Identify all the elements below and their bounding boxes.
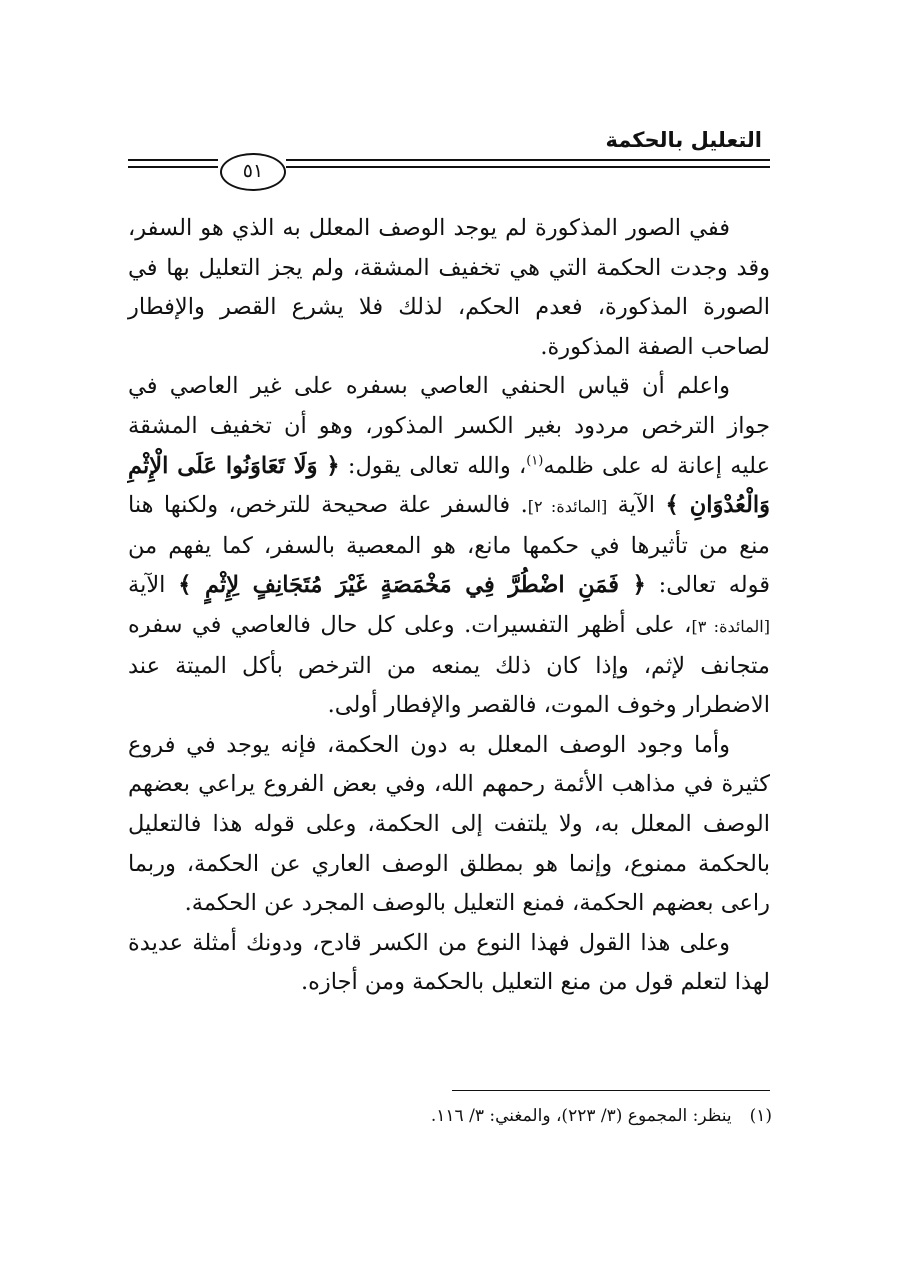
paragraph-4: وعلى هذا القول فهذا النوع من الكسر قادح، ودونك أمثلة عديدة لهذا لتعلم قول من منع التعليل بالحكمة ومن أجازه. [128, 929, 770, 996]
footnote-number: (١) [749, 1106, 772, 1126]
paragraph-2-text-c: الآية [607, 492, 666, 519]
paragraph-2 [128, 367, 770, 725]
paragraph-3: وأما وجود الوصف المعلل به دون الحكمة، فإنه يوجد في فروع كثيرة في مذاهب الأئمة رحمهم الله، وفي بعض الفروع يراعي بعضهم الوصف المعلل به، ولا يلتفت إلى الحكمة، وعلى قوله هذا فالتعليل بالحكمة ممنوع، وإنما هو بمطلق الوصف العاري عن الحكمة، وربما راعى بعضهم الحكمة، فمنع التعليل بالوصف المجرد عن الحكمة. [128, 731, 770, 917]
header-rule-left-upper [128, 159, 218, 161]
footnote [130, 1106, 772, 1126]
verse-reference-1: [المائدة: ٢] [527, 497, 608, 517]
paragraph-2-text-b: ، والله تعالى يقول: [339, 452, 527, 479]
footnote-text: ينظر: المجموع (٣/ ٢٢٣)، والمغني: ٣/ ١١٦. [430, 1106, 732, 1126]
quran-verse-1: ﴿ وَلَا تَعَاوَنُوا عَلَى الْإِثْمِ وَالْعُدْوَانِ ﴾ [128, 452, 771, 519]
main-text [128, 209, 770, 1003]
running-title: التعليل بالحكمة [605, 128, 762, 152]
paragraph-1: ففي الصور المذكورة لم يوجد الوصف المعلل به الذي هو السفر، وقد وجدت الحكمة التي هي تخفيف المشقة، ولم يجز التعليل بها في الصورة المذكورة، فعدم الحكم، لذلك فلا يشرع القصر والإفطار لصاحب الصفة المذكورة. [128, 215, 770, 360]
paragraph-2-text-d: . فالسفر علة صحيحة للترخص، ولكنها هنا منع من تأثيرها في حكمها مانع، هو المعصية بالسفر، كما يفهم من قوله تعالى: [128, 492, 771, 599]
paragraph-2-text-f: ، على أظهر التفسيرات. وعلى كل حال فالعاصي في سفره متجانف لإثم، وإذا كان ذلك يمنعه من الترخص بأكل الميتة عند الاضطرار وخوف الموت، فالقصر والإفطار أولى. [128, 611, 770, 719]
page-number: ٥١ [220, 153, 286, 191]
paragraph-2-text-e: الآية [128, 572, 179, 599]
paragraph-2-text-a: واعلم أن قياس الحنفي العاصي بسفره على غير العاصي في جواز الترخص مردود بغير الكسر المذكور، وهو أن تخفيف المشقة عليه إعانة له على ظلمه [128, 373, 770, 479]
footnote-divider [452, 1090, 770, 1091]
page-header [128, 122, 770, 184]
header-rule-right-upper [286, 159, 770, 161]
header-rule-right-lower [286, 166, 770, 168]
footnote-marker[interactable]: (١) [526, 453, 544, 469]
quran-verse-2: ﴿ فَمَنِ اضْطُرَّ فِي مَخْمَصَةٍ غَيْرَ مُتَجَانِفٍ لِإِثْمٍ ﴾ [178, 572, 646, 599]
verse-reference-2: [المائدة: ٣] [691, 616, 770, 636]
header-rule-left-lower [128, 166, 218, 168]
